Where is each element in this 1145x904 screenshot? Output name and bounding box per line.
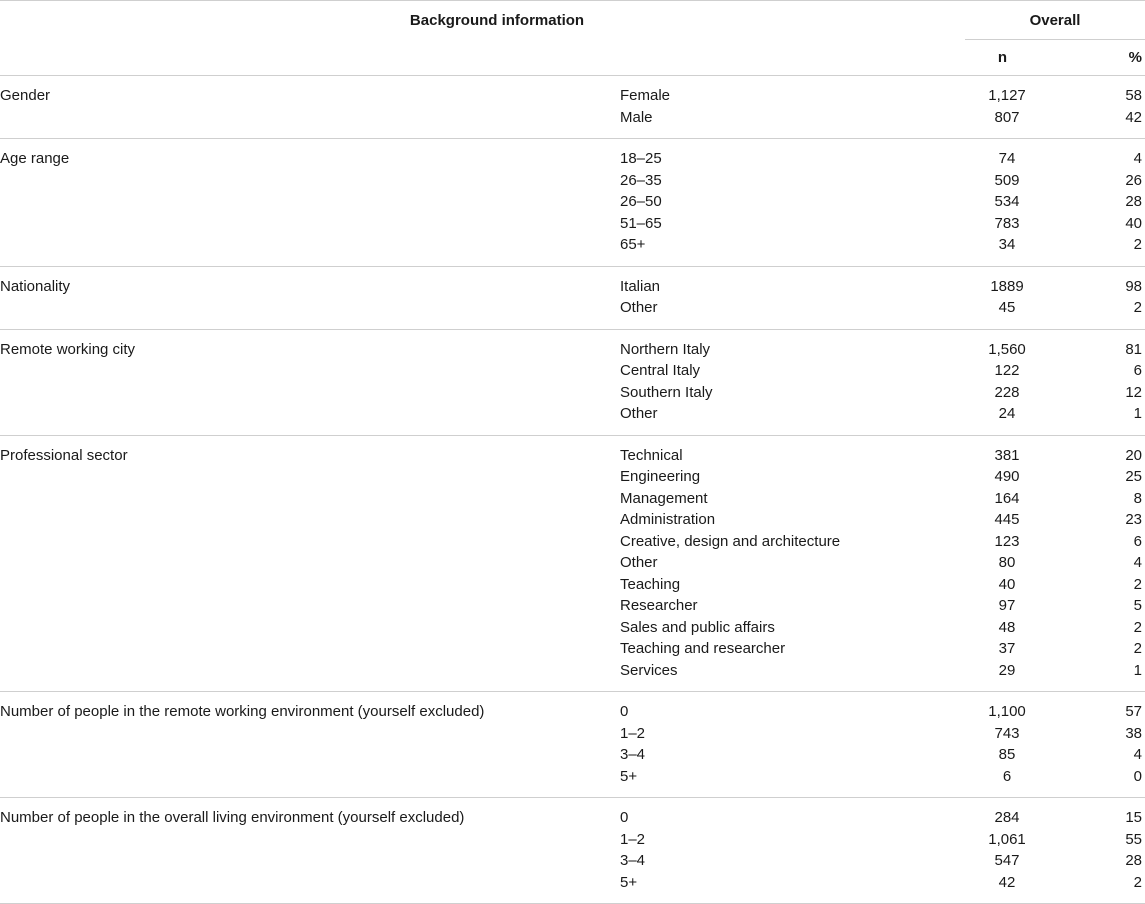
n-cell	[965, 266, 1049, 329]
percent-value: 1	[1133, 661, 1143, 679]
percent-value: 2	[1133, 873, 1143, 891]
group-label: Age range	[0, 150, 70, 167]
n-value: 34	[998, 236, 1016, 253]
n-value: 783	[994, 214, 1020, 232]
percent-value: 2	[1133, 575, 1143, 593]
category-label: Sales and public affairs	[620, 618, 775, 636]
percent-cell	[1049, 329, 1145, 435]
group-label: Professional sector	[0, 446, 128, 464]
n-value: 807	[994, 108, 1020, 126]
group-label-cell	[0, 692, 620, 798]
percent-value: 20	[1125, 446, 1143, 464]
group-label-cell	[0, 266, 620, 329]
percent-value: 81	[1125, 340, 1143, 358]
n-value: 80	[998, 554, 1016, 571]
percent-value: 42	[1125, 108, 1143, 126]
group-label: Remote working city	[0, 340, 136, 358]
category-label: 5+	[620, 767, 638, 785]
percent-value: 28	[1125, 193, 1143, 210]
group-label-cell	[0, 139, 620, 267]
n-value: 24	[998, 405, 1016, 422]
percent-value: 23	[1125, 511, 1143, 528]
n-value: 37	[998, 640, 1016, 657]
percent-value: 4	[1133, 554, 1143, 571]
percent-value: 6	[1133, 362, 1143, 379]
percent-value: 28	[1125, 852, 1143, 869]
category-label: 1–2	[620, 724, 646, 742]
group-label: Nationality	[0, 277, 71, 295]
table-row-group	[0, 798, 1145, 904]
percent-value: 98	[1125, 277, 1143, 295]
n-value: 490	[994, 468, 1020, 485]
table-body	[0, 76, 1145, 904]
percent-value: 58	[1125, 87, 1143, 104]
category-label: Engineering	[620, 468, 701, 485]
category-label: Female	[620, 87, 671, 104]
category-label: 0	[620, 703, 629, 720]
table-row-group	[0, 139, 1145, 267]
category-label: 26–35	[620, 171, 662, 189]
category-label: Other	[620, 405, 658, 422]
category-label: 1–2	[620, 830, 646, 848]
percent-value: 4	[1133, 150, 1143, 167]
category-label: Other	[620, 554, 658, 571]
percent-cell	[1049, 435, 1145, 692]
category-label: Teaching and researcher	[620, 640, 786, 657]
n-value: 228	[994, 383, 1020, 401]
n-cell	[965, 139, 1049, 267]
background-information-header: Background information	[409, 11, 585, 29]
percent-value: 2	[1133, 236, 1143, 253]
n-value: 1889	[990, 277, 1024, 295]
n-cell	[965, 798, 1049, 904]
group-label: Gender	[0, 87, 51, 104]
n-value: 123	[994, 532, 1020, 550]
n-value: 284	[994, 809, 1020, 826]
header-spacer	[0, 40, 965, 76]
n-value: 445	[994, 511, 1020, 528]
percent-value: 8	[1133, 489, 1143, 507]
group-label-cell	[0, 798, 620, 904]
group-label: Number of people in the remote working environment (yourself excluded)	[0, 703, 485, 720]
table-row-group	[0, 329, 1145, 435]
category-label: Management	[620, 489, 708, 507]
n-value: 29	[998, 661, 1016, 679]
n-cell	[965, 435, 1049, 692]
percent-value: 57	[1125, 703, 1143, 720]
n-value: 509	[994, 171, 1020, 189]
n-value: 48	[998, 618, 1016, 636]
group-label-cell	[0, 76, 620, 139]
category-label: Administration	[620, 511, 716, 528]
table-row-group	[0, 435, 1145, 692]
category-label: 26–50	[620, 193, 662, 210]
category-label: Services	[620, 661, 678, 679]
n-value: 743	[994, 724, 1020, 742]
n-column-header: n	[965, 40, 1049, 76]
category-label: 51–65	[620, 214, 662, 232]
n-value: 97	[998, 597, 1016, 614]
percent-cell	[1049, 798, 1145, 904]
table-row-group	[0, 266, 1145, 329]
percent-value: 5	[1133, 597, 1143, 614]
category-label: Other	[620, 299, 658, 316]
n-value: 164	[994, 489, 1020, 507]
n-value: 1,061	[988, 830, 1026, 848]
category-label: 5+	[620, 873, 638, 891]
percent-value: 25	[1125, 468, 1143, 485]
n-value: 40	[998, 575, 1016, 593]
n-value: 1,127	[988, 87, 1026, 104]
overall-header: Overall	[965, 1, 1145, 40]
category-label: 0	[620, 809, 629, 826]
category-cell	[620, 435, 965, 692]
n-cell	[965, 692, 1049, 798]
category-label: Male	[620, 108, 653, 126]
n-value: 547	[994, 852, 1020, 869]
table-row-group	[0, 76, 1145, 139]
category-cell	[620, 798, 965, 904]
category-label: 18–25	[620, 150, 662, 167]
category-label: 3–4	[620, 746, 646, 763]
n-value: 1,560	[988, 340, 1026, 358]
percent-cell	[1049, 76, 1145, 139]
percent-column-header: %	[1049, 40, 1145, 76]
percent-cell	[1049, 139, 1145, 267]
n-value: 85	[998, 746, 1016, 763]
n-value: 6	[1002, 767, 1012, 785]
percent-value: 2	[1133, 299, 1143, 316]
category-label: 65+	[620, 236, 646, 253]
n-value: 534	[994, 193, 1020, 210]
n-cell	[965, 76, 1049, 139]
n-value: 122	[994, 362, 1020, 379]
n-value: 74	[998, 150, 1016, 167]
n-value: 42	[998, 873, 1016, 891]
n-cell	[965, 329, 1049, 435]
n-value: 45	[998, 299, 1016, 316]
category-cell	[620, 76, 965, 139]
group-label: Number of people in the overall living environment (yourself excluded)	[0, 809, 465, 826]
percent-value: 6	[1133, 532, 1143, 550]
table-row-group	[0, 692, 1145, 798]
percent-cell	[1049, 692, 1145, 798]
category-label: Northern Italy	[620, 340, 711, 358]
percent-value: 4	[1133, 746, 1143, 763]
category-label: Creative, design and architecture	[620, 532, 841, 550]
percent-value: 26	[1125, 171, 1143, 189]
group-label-cell	[0, 329, 620, 435]
percent-value: 55	[1125, 830, 1143, 848]
n-value: 381	[994, 446, 1020, 464]
category-label: Researcher	[620, 597, 698, 614]
category-cell	[620, 692, 965, 798]
category-label: Italian	[620, 277, 661, 295]
category-cell	[620, 266, 965, 329]
percent-value: 12	[1125, 383, 1143, 401]
category-label: Technical	[620, 446, 683, 464]
category-label: 3–4	[620, 852, 646, 869]
percent-value: 1	[1133, 405, 1143, 422]
category-label: Southern Italy	[620, 383, 713, 401]
category-label: Central Italy	[620, 362, 701, 379]
category-cell	[620, 329, 965, 435]
category-cell	[620, 139, 965, 267]
table-header	[0, 1, 1145, 76]
group-label-cell	[0, 435, 620, 692]
percent-value: 2	[1133, 618, 1143, 636]
category-label: Teaching	[620, 575, 681, 593]
percent-value: 0	[1133, 767, 1143, 785]
percent-cell	[1049, 266, 1145, 329]
percent-value: 15	[1125, 809, 1143, 826]
percent-value: 38	[1125, 724, 1143, 742]
percent-value: 2	[1133, 640, 1143, 657]
n-value: 1,100	[988, 703, 1026, 720]
percent-value: 40	[1125, 214, 1143, 232]
